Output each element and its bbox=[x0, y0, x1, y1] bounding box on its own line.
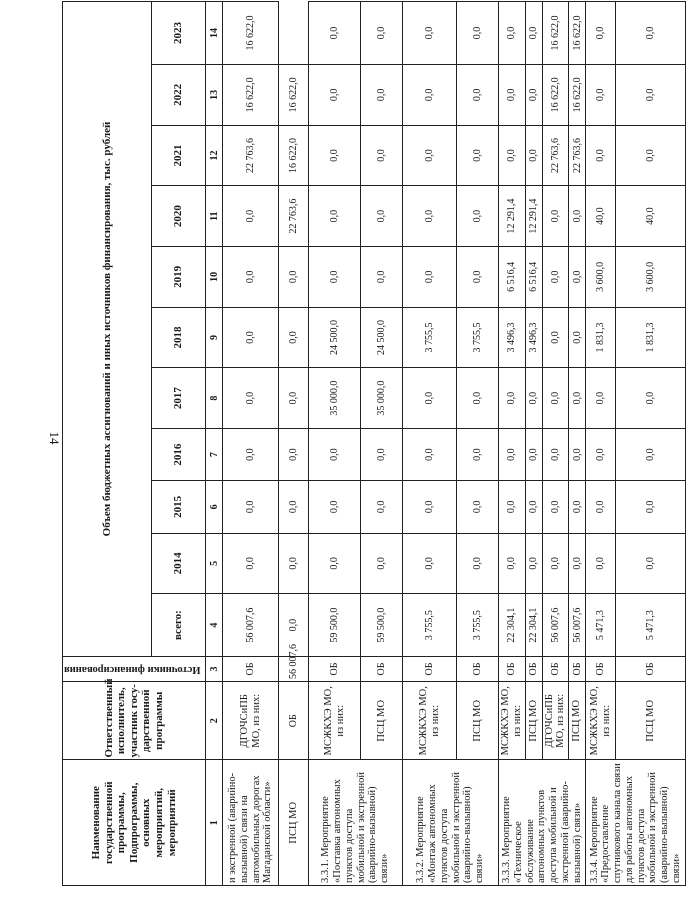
year-amount: 22 763,6 bbox=[279, 186, 309, 247]
table-row bbox=[457, 2, 499, 886]
year-amount: 0,0 bbox=[499, 2, 526, 65]
year-amount: 0,0 bbox=[569, 533, 586, 594]
year-amount: 0,0 bbox=[403, 2, 457, 65]
total-amount: 5 471,3 bbox=[586, 594, 616, 657]
measure-name: 3.3.3. Мероприятие «Техническое обслуживание автономных пунктов доступа мобильной и экстренной (аварийно-вызывной) связи» bbox=[499, 760, 586, 886]
table-row bbox=[279, 2, 309, 886]
year-amount: 0,0 bbox=[616, 368, 686, 429]
year-amount: 0,0 bbox=[586, 368, 616, 429]
year-amount: 0,0 bbox=[542, 246, 569, 307]
year-amount: 0,0 bbox=[309, 246, 361, 307]
table-row bbox=[361, 2, 403, 886]
year-amount: 24 500,0 bbox=[361, 307, 403, 368]
year-amount: 22 763,6 bbox=[569, 125, 586, 186]
year-amount: 1 831,3 bbox=[616, 307, 686, 368]
measure-name: 3.3.4. Мероприятие «Предоставление спутникового канала связи для работы автономных пунктов доступа мобильной и экстренной (аварийно-вызывной) связи» bbox=[586, 760, 686, 886]
year-amount: 16 622,0 bbox=[542, 65, 569, 126]
responsible-executor: ПСЦ МО bbox=[569, 682, 586, 760]
year-amount: 12 291,4 bbox=[499, 186, 526, 247]
year-amount: 6 516,4 bbox=[499, 246, 526, 307]
measure-name: и экстренной (аварийно-вызывной) связи на автомобильных дорогах Магаданской области» bbox=[223, 760, 279, 886]
year-amount: 0,0 bbox=[499, 65, 526, 126]
year-amount: 0,0 bbox=[223, 481, 279, 533]
header-year: 2023 bbox=[151, 2, 205, 65]
total-amount: 22 304,1 bbox=[499, 594, 526, 657]
year-amount: 0,0 bbox=[525, 481, 542, 533]
year-amount: 0,0 bbox=[361, 186, 403, 247]
year-amount: 0,0 bbox=[361, 2, 403, 65]
year-amount: 0,0 bbox=[616, 2, 686, 65]
year-amount: 3 496,3 bbox=[525, 307, 542, 368]
year-amount: 0,0 bbox=[279, 533, 309, 594]
year-amount: 0,0 bbox=[309, 125, 361, 186]
year-amount: 0,0 bbox=[542, 533, 569, 594]
column-index: 12 bbox=[206, 125, 223, 186]
year-amount: 0,0 bbox=[279, 246, 309, 307]
year-amount: 0,0 bbox=[223, 307, 279, 368]
table-row bbox=[525, 2, 542, 886]
year-amount: 0,0 bbox=[499, 125, 526, 186]
header-year: 2015 bbox=[151, 481, 205, 533]
measure-name: 3.3.1. Мероприятие «Поставка автономных пунктов доступа мобильной и экстренной (аварийно-вызывной) связи» bbox=[309, 760, 403, 886]
table-row bbox=[309, 2, 361, 886]
year-amount: 0,0 bbox=[223, 533, 279, 594]
year-amount: 0,0 bbox=[569, 246, 586, 307]
page-number: 14 bbox=[47, 431, 62, 445]
table-row bbox=[403, 2, 457, 886]
year-amount: 0,0 bbox=[542, 428, 569, 480]
funding-source: ОБ bbox=[616, 656, 686, 681]
year-amount: 0,0 bbox=[586, 125, 616, 186]
year-amount: 0,0 bbox=[499, 368, 526, 429]
year-amount: 16 622,0 bbox=[542, 2, 569, 65]
header-responsible: Ответственный исполнитель, участник госу-дарственной программы bbox=[63, 682, 206, 760]
year-amount: 0,0 bbox=[361, 246, 403, 307]
year-amount: 0,0 bbox=[223, 428, 279, 480]
total-amount: 5 471,3 bbox=[616, 594, 686, 657]
year-amount: 0,0 bbox=[403, 533, 457, 594]
total-amount: 56 007,6 bbox=[223, 594, 279, 657]
year-amount: 16 622,0 bbox=[279, 125, 309, 186]
total-amount: 56 007,6 bbox=[542, 594, 569, 657]
table-row bbox=[499, 2, 526, 886]
responsible-executor: ДГОЧСиПБ МО, из них: bbox=[542, 682, 569, 760]
funding-source: ОБ bbox=[499, 656, 526, 681]
measure-name: 3.3.2. Мероприятие «Монтаж автономных пунктов доступа мобильной и экстренной (аварийно-вызывной) связи» bbox=[403, 760, 499, 886]
year-amount: 0,0 bbox=[309, 2, 361, 65]
table-row bbox=[616, 2, 686, 886]
responsible-executor: МСЖКХЭ МО, из них: bbox=[403, 682, 457, 760]
responsible-executor: ПСЦ МО bbox=[525, 682, 542, 760]
year-amount: 0,0 bbox=[569, 481, 586, 533]
year-amount: 0,0 bbox=[457, 481, 499, 533]
total-amount: 59 500,0 bbox=[309, 594, 361, 657]
header-name: Наименование государственной программы, Подпрограммы, основных мероприятий, мероприятий bbox=[63, 760, 206, 886]
year-amount: 35 000,0 bbox=[361, 368, 403, 429]
year-amount: 0,0 bbox=[525, 533, 542, 594]
header-year: 2014 bbox=[151, 533, 205, 594]
header-year: 2021 bbox=[151, 125, 205, 186]
year-amount: 3 600,0 bbox=[616, 246, 686, 307]
responsible-executor: ПСЦ МО bbox=[457, 682, 499, 760]
responsible-executor: МСЖКХЭ МО, из них: bbox=[586, 682, 616, 760]
year-amount: 0,0 bbox=[542, 481, 569, 533]
year-amount: 40,0 bbox=[616, 186, 686, 247]
responsible-executor: ДГОЧСиПБ МО, из них: bbox=[223, 682, 279, 760]
year-amount: 0,0 bbox=[542, 186, 569, 247]
funding-source: ОБ bbox=[569, 656, 586, 681]
year-amount: 0,0 bbox=[499, 428, 526, 480]
year-amount: 0,0 bbox=[361, 65, 403, 126]
year-amount: 0,0 bbox=[403, 65, 457, 126]
year-amount: 16 622,0 bbox=[223, 2, 279, 65]
funding-source: ОБ bbox=[223, 656, 279, 681]
year-amount: 0,0 bbox=[457, 368, 499, 429]
column-index: 11 bbox=[206, 186, 223, 247]
year-amount: 0,0 bbox=[223, 368, 279, 429]
year-amount: 0,0 bbox=[279, 594, 309, 657]
column-index: 9 bbox=[206, 307, 223, 368]
column-index: 13 bbox=[206, 65, 223, 126]
column-index: 2 bbox=[206, 682, 223, 760]
responsible-executor: МСЖКХЭ МО, из них: bbox=[309, 682, 361, 760]
year-amount: 3 755,5 bbox=[457, 307, 499, 368]
year-amount: 0,0 bbox=[457, 428, 499, 480]
header-year: 2022 bbox=[151, 65, 205, 126]
year-amount: 16 622,0 bbox=[279, 65, 309, 126]
total-amount: 3 755,5 bbox=[403, 594, 457, 657]
year-amount: 0,0 bbox=[457, 125, 499, 186]
total-amount: 3 755,5 bbox=[457, 594, 499, 657]
responsible-executor: МСЖКХЭ МО, из них: bbox=[499, 682, 526, 760]
year-amount: 22 763,6 bbox=[542, 125, 569, 186]
header-year: 2019 bbox=[151, 246, 205, 307]
header-source-text: Источники финансирования bbox=[64, 663, 201, 675]
year-amount: 0,0 bbox=[361, 125, 403, 186]
year-amount: 0,0 bbox=[403, 246, 457, 307]
year-amount: 0,0 bbox=[361, 533, 403, 594]
year-amount: 0,0 bbox=[569, 368, 586, 429]
column-index: 1 bbox=[206, 760, 223, 886]
year-amount: 0,0 bbox=[616, 125, 686, 186]
year-amount: 0,0 bbox=[569, 186, 586, 247]
responsible-executor: ПСЦ МО bbox=[279, 760, 309, 886]
year-amount: 0,0 bbox=[525, 125, 542, 186]
funding-source: ОБ bbox=[586, 656, 616, 681]
year-amount: 0,0 bbox=[309, 533, 361, 594]
year-amount: 0,0 bbox=[457, 246, 499, 307]
column-index: 8 bbox=[206, 368, 223, 429]
year-amount: 6 516,4 bbox=[525, 246, 542, 307]
year-amount: 0,0 bbox=[542, 307, 569, 368]
year-amount: 0,0 bbox=[361, 428, 403, 480]
header-funding: Объем бюджетных ассигнований и иных источников финансирования, тыс. рублей bbox=[63, 2, 152, 657]
year-amount: 0,0 bbox=[223, 186, 279, 247]
year-amount: 0,0 bbox=[403, 125, 457, 186]
column-index: 7 bbox=[206, 428, 223, 480]
year-amount: 16 622,0 bbox=[223, 65, 279, 126]
table-row bbox=[223, 2, 279, 886]
year-amount: 0,0 bbox=[309, 186, 361, 247]
funding-source: ОБ bbox=[542, 656, 569, 681]
year-amount: 0,0 bbox=[616, 65, 686, 126]
year-amount: 0,0 bbox=[525, 2, 542, 65]
year-amount: 0,0 bbox=[542, 368, 569, 429]
year-amount: 0,0 bbox=[309, 481, 361, 533]
total-amount: 22 304,1 bbox=[525, 594, 542, 657]
funding-table bbox=[62, 1, 686, 886]
year-amount: 0,0 bbox=[586, 533, 616, 594]
header-year: 2016 bbox=[151, 428, 205, 480]
total-amount: 56 007,6 bbox=[569, 594, 586, 657]
table-row bbox=[586, 2, 616, 886]
table-row bbox=[569, 2, 586, 886]
year-amount: 0,0 bbox=[403, 481, 457, 533]
year-amount: 0,0 bbox=[499, 533, 526, 594]
year-amount: 0,0 bbox=[403, 428, 457, 480]
year-amount: 3 496,3 bbox=[499, 307, 526, 368]
column-index: 6 bbox=[206, 481, 223, 533]
responsible-executor: ПСЦ МО bbox=[616, 682, 686, 760]
year-amount: 0,0 bbox=[403, 368, 457, 429]
year-amount: 0,0 bbox=[586, 2, 616, 65]
year-amount: 0,0 bbox=[279, 307, 309, 368]
year-amount: 24 500,0 bbox=[309, 307, 361, 368]
funding-source: ОБ bbox=[457, 656, 499, 681]
year-amount: 0,0 bbox=[499, 481, 526, 533]
column-index: 3 bbox=[206, 656, 223, 681]
year-amount: 0,0 bbox=[569, 428, 586, 480]
rotated-page bbox=[62, 1, 682, 886]
year-amount: 3 755,5 bbox=[403, 307, 457, 368]
year-amount: 0,0 bbox=[586, 65, 616, 126]
year-amount: 0,0 bbox=[525, 368, 542, 429]
year-amount: 0,0 bbox=[457, 65, 499, 126]
year-amount: 0,0 bbox=[309, 65, 361, 126]
header-source bbox=[63, 656, 206, 681]
funding-source: ОБ bbox=[361, 656, 403, 681]
year-amount: 0,0 bbox=[457, 533, 499, 594]
total-amount: 59 500,0 bbox=[361, 594, 403, 657]
year-amount: 0,0 bbox=[279, 428, 309, 480]
year-amount: 0,0 bbox=[309, 428, 361, 480]
year-amount: 0,0 bbox=[279, 481, 309, 533]
funding-source: ОБ bbox=[279, 682, 309, 760]
responsible-executor: ПСЦ МО bbox=[361, 682, 403, 760]
column-index: 10 bbox=[206, 246, 223, 307]
year-amount: 22 763,6 bbox=[223, 125, 279, 186]
header-year: 2018 bbox=[151, 307, 205, 368]
year-amount: 0,0 bbox=[616, 533, 686, 594]
year-amount: 0,0 bbox=[616, 428, 686, 480]
column-index: 14 bbox=[206, 2, 223, 65]
year-amount: 0,0 bbox=[569, 307, 586, 368]
funding-source: ОБ bbox=[525, 656, 542, 681]
funding-source: ОБ bbox=[403, 656, 457, 681]
table-row bbox=[542, 2, 569, 886]
column-index: 5 bbox=[206, 533, 223, 594]
year-amount: 0,0 bbox=[525, 428, 542, 480]
header-total: всего: bbox=[151, 594, 205, 657]
year-amount: 1 831,3 bbox=[586, 307, 616, 368]
year-amount: 0,0 bbox=[457, 2, 499, 65]
header-year: 2017 bbox=[151, 368, 205, 429]
funding-source: ОБ bbox=[309, 656, 361, 681]
year-amount: 0,0 bbox=[616, 481, 686, 533]
year-amount: 0,0 bbox=[279, 368, 309, 429]
year-amount: 0,0 bbox=[525, 65, 542, 126]
year-amount: 0,0 bbox=[403, 186, 457, 247]
year-amount: 16 622,0 bbox=[569, 2, 586, 65]
year-amount: 40,0 bbox=[586, 186, 616, 247]
year-amount: 0,0 bbox=[223, 246, 279, 307]
year-amount: 12 291,4 bbox=[525, 186, 542, 247]
year-amount: 16 622,0 bbox=[569, 65, 586, 126]
year-amount: 35 000,0 bbox=[309, 368, 361, 429]
total-amount: 56 007,6 bbox=[279, 656, 309, 681]
year-amount: 0,0 bbox=[586, 481, 616, 533]
year-amount: 0,0 bbox=[457, 186, 499, 247]
header-year: 2020 bbox=[151, 186, 205, 247]
year-amount: 0,0 bbox=[586, 428, 616, 480]
year-amount: 3 600,0 bbox=[586, 246, 616, 307]
column-index: 4 bbox=[206, 594, 223, 657]
year-amount: 0,0 bbox=[361, 481, 403, 533]
